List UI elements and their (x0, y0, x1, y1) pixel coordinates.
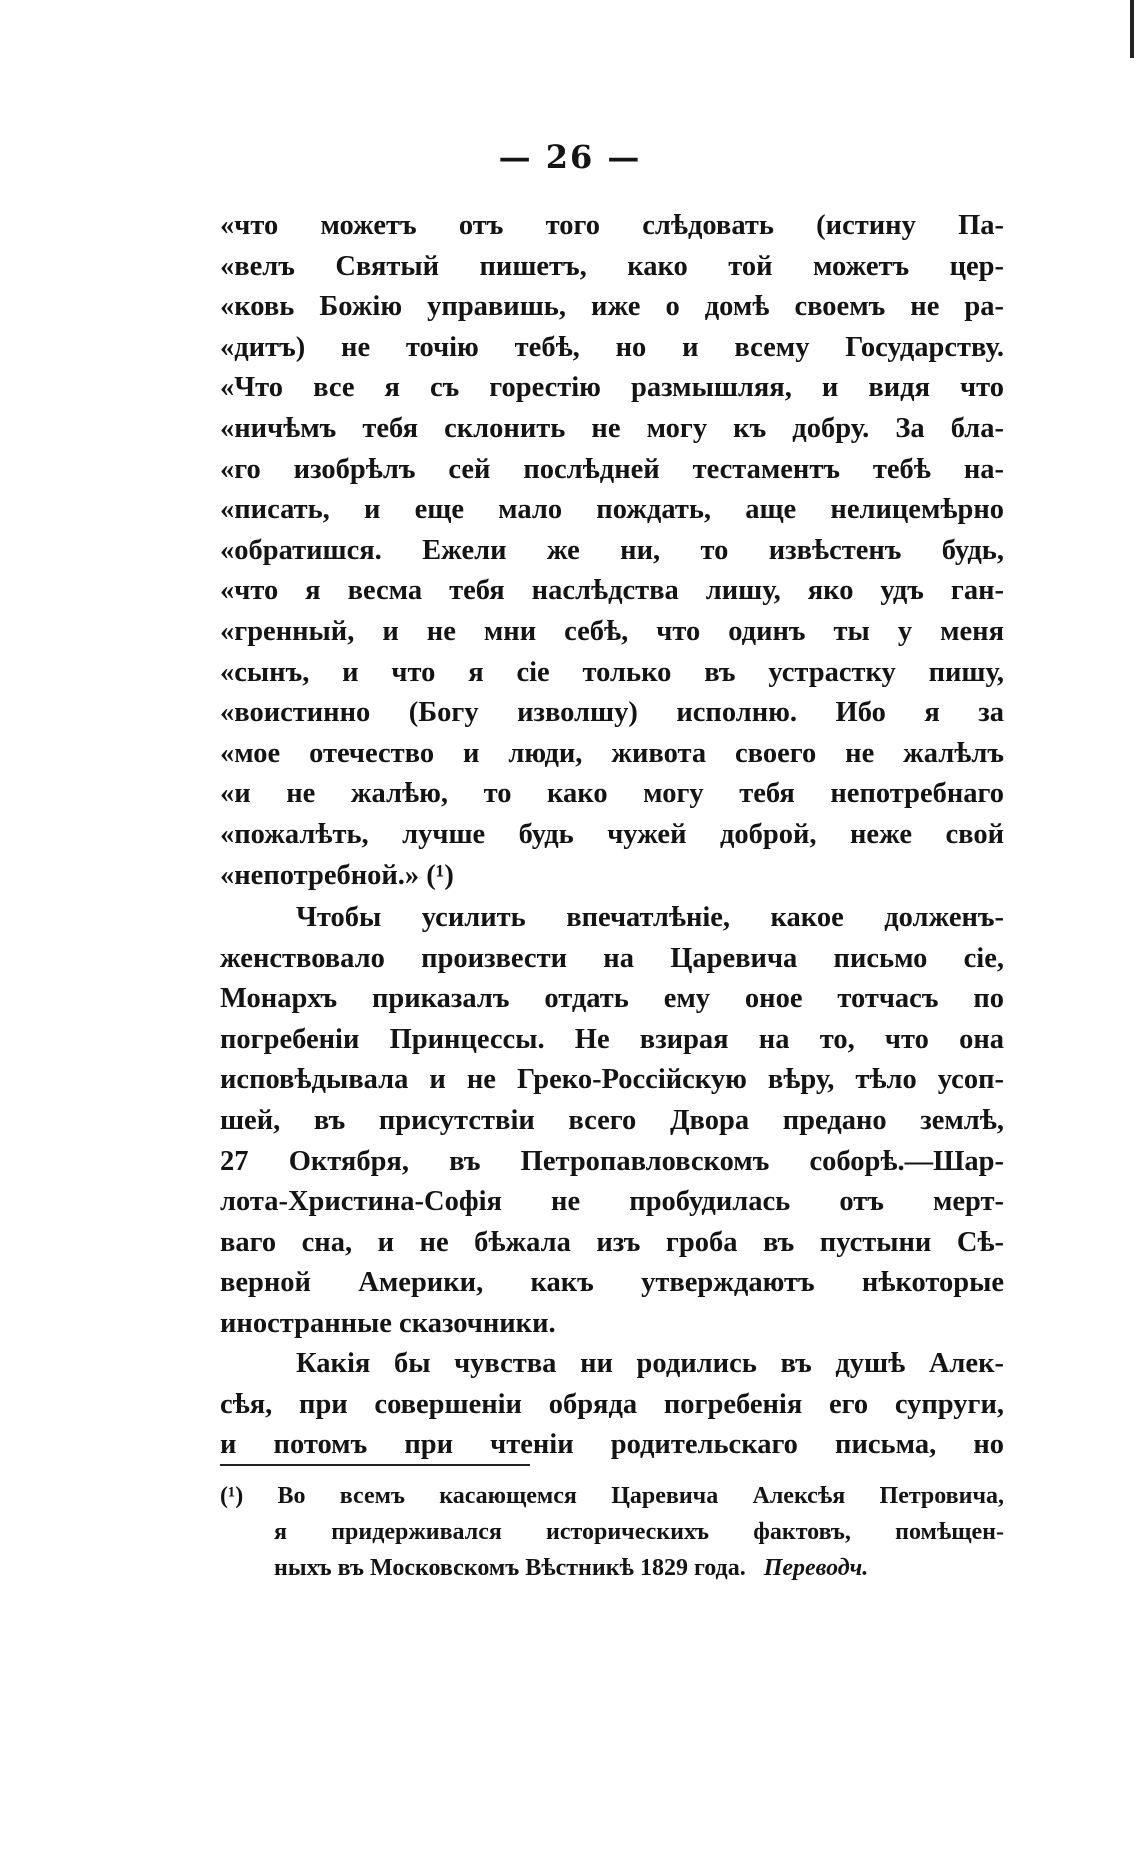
footnote (220, 1478, 1004, 1586)
text-line: «непотребной.» (¹) (220, 859, 454, 891)
footnote-line (220, 1550, 1004, 1586)
paragraph-burial (220, 898, 1004, 1345)
text-line: исповѣдывала и не Греко-Россійскую вѣру, тѣло усоп- (220, 1064, 1004, 1096)
text-line: «и не жалѣю, то како могу тебя непотребнаго (220, 778, 1004, 810)
page-number: — 26 — (498, 138, 642, 176)
text-line: «дитъ) не точію тебѣ, но и всему Государству. (220, 331, 1004, 363)
text-line: лота-Христина-Софія не пробудилась отъ мерт- (220, 1186, 1004, 1218)
text-line: и потомъ при чтеніи родительскаго письма, но (220, 1429, 1004, 1461)
text-line: Какія бы чувства ни родились въ душѣ Алек- (296, 1348, 1004, 1379)
text-line: «воистинно (Богу изволшу) исполню. Ибо я за (220, 697, 1004, 729)
quoted-letter (220, 206, 1004, 896)
text-line: иностранные сказочники. (220, 1307, 556, 1339)
text-line: Монархъ приказалъ отдать ему оное тотчасъ по (220, 983, 1004, 1015)
text-line: «го изобрѣлъ сей послѣдней тестаментъ тебѣ на- (220, 453, 1004, 485)
text-line: «что я весма тебя наслѣдства лишу, яко удъ ган- (220, 575, 1004, 607)
footnote-signature: Переводч. (763, 1555, 869, 1581)
text-line: «ничѣмъ тебя склонить не могу къ добру. За бла- (220, 412, 1004, 444)
text-line: «пожалѣть, лучше будь чужей доброй, неже свой (220, 818, 1004, 850)
text-line: «писать, и еще мало пождать, аще нелицемѣрно (220, 494, 1004, 526)
text-line: «велъ Святый пишетъ, како той можетъ цер- (220, 250, 1004, 282)
page-edge-line (1130, 0, 1134, 58)
text-line: «Что все я съ горестію размышляя, и видя что (220, 372, 1004, 404)
paragraph-feelings (220, 1344, 1004, 1466)
text-line: погребеніи Принцессы. Не взирая на то, что она (220, 1023, 1004, 1055)
text-line: «сынъ, и что я сіе только въ устрастку пишу, (220, 656, 1004, 688)
text-line: «обратишся. Ежели же ни, то извѣстенъ будь, (220, 534, 1004, 566)
text-line: ваго сна, и не бѣжала изъ гроба въ пустыни Сѣ- (220, 1226, 1004, 1258)
footnote-line-text: ныхъ въ Московскомъ Вѣстникѣ 1829 года. (274, 1555, 746, 1581)
text-line: 27 Октября, въ Петропавловскомъ соборѣ.—Шар- (220, 1145, 1004, 1177)
text-line: сѣя, при совершеніи обряда погребенія его супруги, (220, 1388, 1004, 1420)
text-line: верной Америки, какъ утверждаютъ нѣкоторые (220, 1267, 1004, 1299)
footnote-line: я придерживался историческихъ фактовъ, помѣщен- (274, 1519, 1004, 1545)
text-line: «ковь Божію управишь, иже о домѣ своемъ не ра- (220, 291, 1004, 323)
footnote-line: (¹) Во всемъ касающемся Царевича Алексѣя Петровича, (220, 1483, 1004, 1509)
text-line: «мое отечество и люди, живота своего не жалѣлъ (220, 737, 1004, 769)
text-line: женствовало произвести на Царевича письмо сіе, (220, 942, 1004, 974)
footnote-divider (220, 1464, 530, 1466)
text-line: «что можетъ отъ того слѣдовать (истину Па- (220, 210, 1004, 241)
text-line: «гренный, и не мни себѣ, что одинъ ты у меня (220, 615, 1004, 647)
text-line: шей, въ присутствіи всего Двора предано землѣ, (220, 1104, 1004, 1136)
text-line: Чтобы усилить впечатлѣніе, какое долженъ- (296, 902, 1004, 933)
